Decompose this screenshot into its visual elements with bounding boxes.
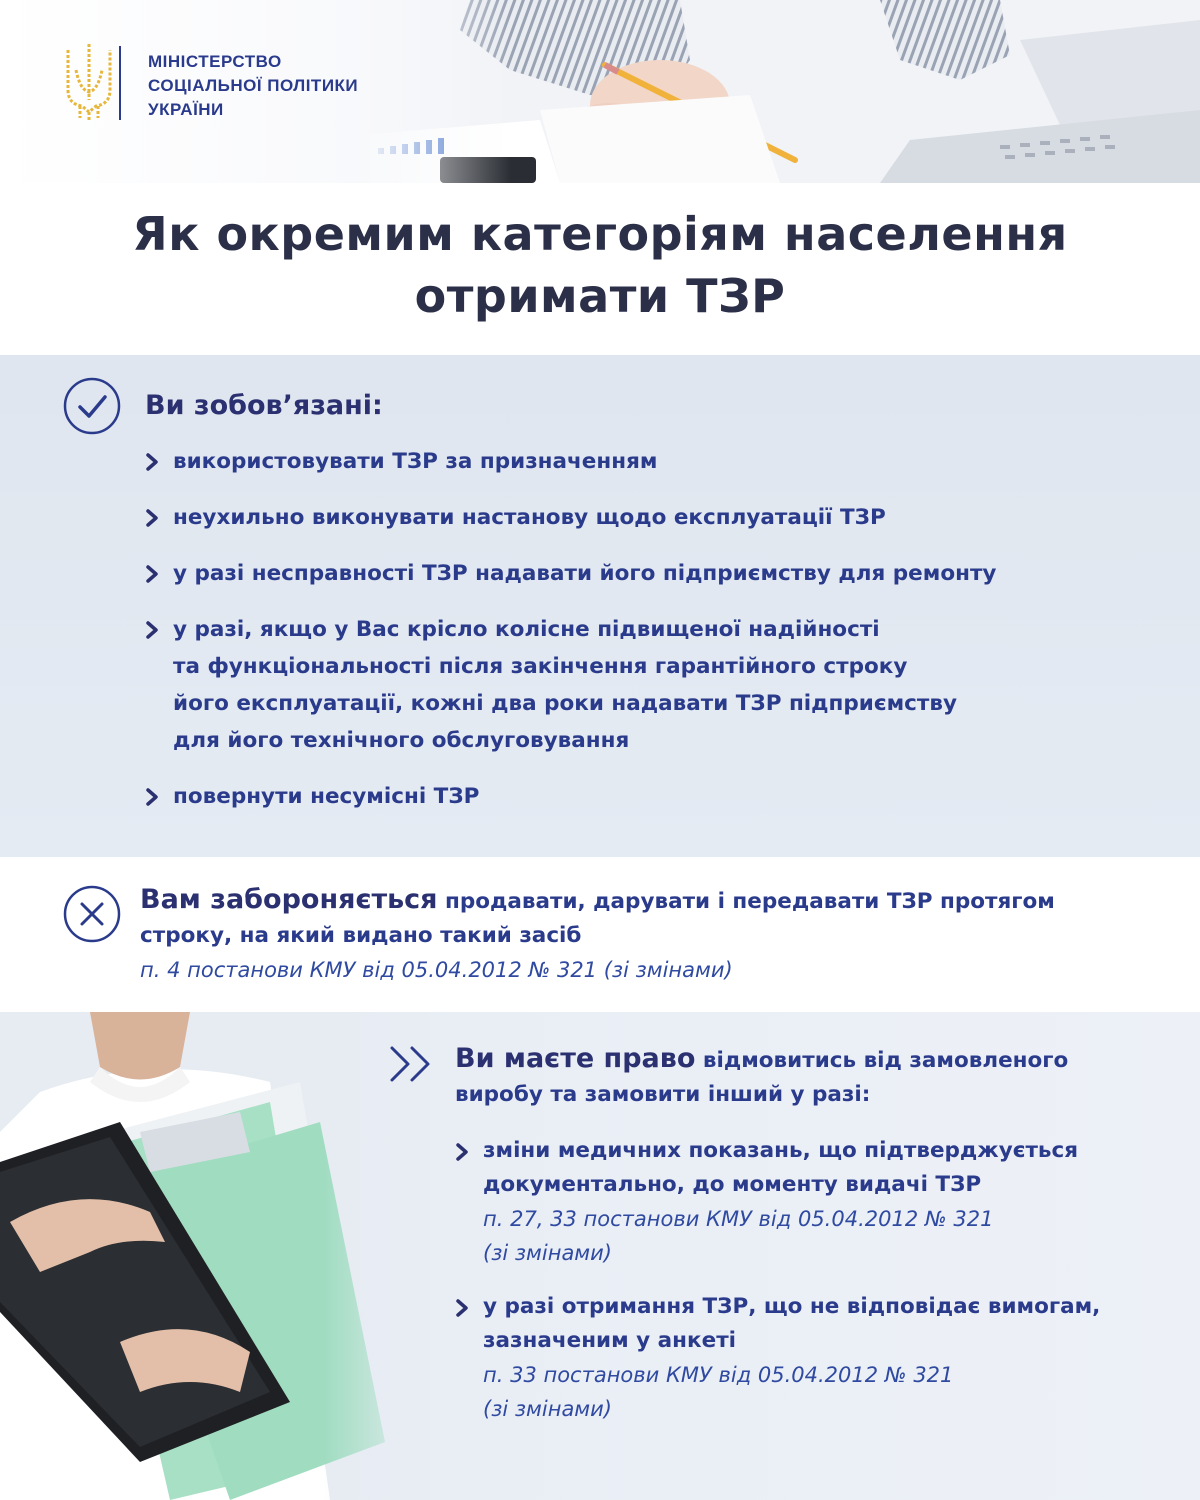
title-line-1: Як окремим категоріям населення (132, 207, 1068, 261)
list-item (145, 778, 1145, 815)
x-circle-icon (63, 885, 121, 943)
obligations-list (145, 443, 1145, 815)
list-item-text: у разі, якщо у Вас крісло колісне підвищеної надійності (173, 617, 880, 642)
man-holding-folders-photo (0, 1012, 430, 1500)
rights-list (455, 1134, 1175, 1426)
obligations-heading: Ви зобов’язані: (145, 390, 383, 421)
chevron-right-icon (455, 1298, 469, 1318)
list-item (455, 1290, 1175, 1426)
list-item-reference: п. 33 постанови КМУ від 05.04.2012 № 321 (483, 1363, 954, 1387)
list-item-text: повернути несумісні ТЗР (173, 784, 480, 809)
obligations-section (0, 355, 1200, 857)
list-item (145, 611, 1145, 759)
list-item (455, 1134, 1175, 1270)
chevron-right-icon (145, 620, 159, 640)
prohibition-reference: п. 4 постанови КМУ від 05.04.2012 № 321 (зі змінами) (140, 958, 733, 982)
ministry-line-1: МІНІСТЕРСТВО (148, 52, 282, 71)
rights-heading: Ви маєте право (455, 1043, 696, 1074)
list-item-text: неухильно виконувати настанову щодо експлуатації ТЗР (173, 505, 886, 530)
list-item-text: у разі отримання ТЗР, що не відповідає вимогам, (483, 1294, 1101, 1319)
list-item-reference: п. 27, 33 постанови КМУ від 05.04.2012 № 321 (483, 1207, 994, 1231)
list-item-text: для його технічного обслуговування (173, 728, 630, 753)
title-band (0, 183, 1200, 355)
list-item-text: документально, до моменту видачі ТЗР (483, 1172, 982, 1197)
list-item-text: та функціональності після закінчення гарантійного строку (173, 654, 908, 679)
list-item-text: використовувати ТЗР за призначенням (173, 449, 658, 474)
title-line-2: отримати ТЗР (414, 269, 786, 323)
list-item-text: його експлуатації, кожні два роки надавати ТЗР підприємству (173, 691, 957, 716)
check-circle-icon (63, 377, 121, 435)
page-title (0, 203, 1200, 327)
double-chevron-right-icon (388, 1044, 440, 1084)
office-desk-photo (360, 0, 1200, 183)
rights-line-2: виробу та замовити інший у разі: (455, 1082, 871, 1107)
list-item-text: зазначеним у анкеті (483, 1328, 737, 1353)
list-item-reference: (зі змінами) (483, 1241, 612, 1265)
prohibition-line-1: продавати, дарувати і передавати ТЗР протягом (437, 889, 1055, 914)
ministry-name (148, 50, 358, 122)
rights-section (0, 1012, 1200, 1500)
prohibition-section (0, 857, 1200, 1012)
rights-intro (455, 1042, 1175, 1112)
prohibition-line-2: строку, на який видано такий засіб (140, 923, 582, 948)
ministry-line-3: УКРАЇНИ (148, 100, 224, 119)
chevron-right-icon (145, 564, 159, 584)
chevron-right-icon (145, 452, 159, 472)
prohibition-heading: Вам забороняється (140, 884, 438, 915)
chevron-right-icon (455, 1142, 469, 1162)
list-item-text: у разі несправності ТЗР надавати його підприємству для ремонту (173, 561, 997, 586)
chevron-right-icon (145, 787, 159, 807)
chevron-right-icon (145, 508, 159, 528)
prohibition-text (140, 883, 1160, 987)
trident-logo-icon (56, 40, 122, 124)
list-item (145, 499, 1145, 536)
list-item-reference: (зі змінами) (483, 1397, 612, 1421)
rights-line-1: відмовитись від замовленого (695, 1048, 1069, 1073)
list-item (145, 443, 1145, 480)
ministry-line-2: СОЦІАЛЬНОЇ ПОЛІТИКИ (148, 76, 359, 95)
header-banner (0, 0, 1200, 183)
list-item (145, 555, 1145, 592)
list-item-text: зміни медичних показань, що підтверджується (483, 1138, 1079, 1163)
